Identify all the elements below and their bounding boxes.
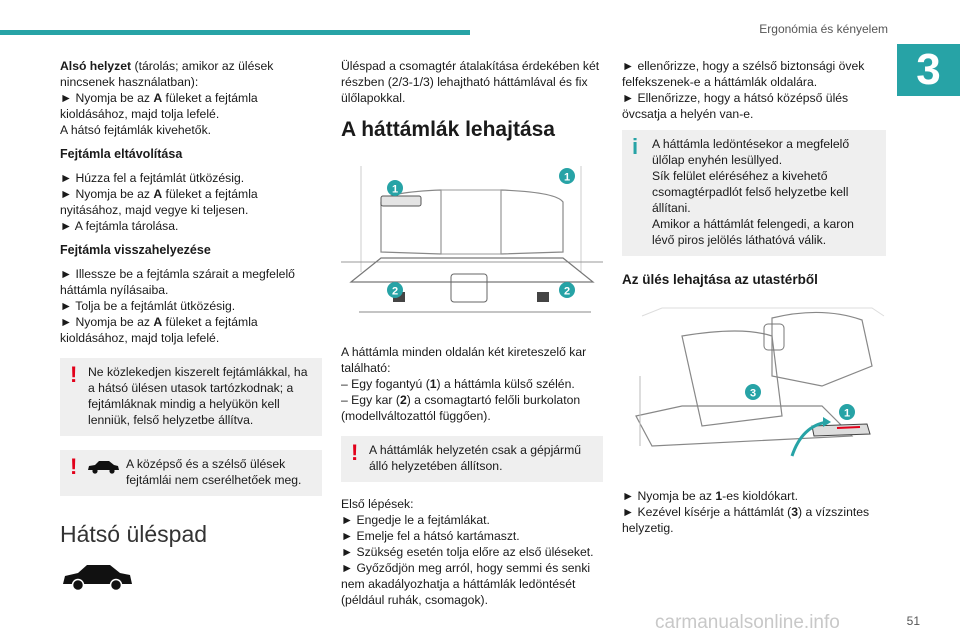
column-2 <box>341 58 603 612</box>
svg-text:3: 3 <box>749 387 757 400</box>
chapter-title: Ergonómia és kényelem <box>759 22 888 36</box>
column-1 <box>60 58 322 596</box>
warning-icon: ! <box>351 440 359 465</box>
illustration-boot-seats <box>341 162 603 330</box>
chapter-number: 3 <box>897 44 960 96</box>
warning-icon: ! <box>70 454 78 479</box>
warning-note-stationary: ! A háttámlák helyzetén csak a gépjármű álló helyzetében állítson. <box>341 436 603 482</box>
steps-refit: ► Illessze be a fejtámla szárait a megfelelő háttámla nyílásaiba. ► Tolja be a fejtámlát ütközésig. ► Nyomja be az A füleket a fejtámla kioldásához, majd tolja lefelé. <box>60 267 295 345</box>
illustration-cabin-seat <box>622 306 886 474</box>
car-silhouette-icon <box>60 560 134 592</box>
watermark: carmanualsonline.info <box>655 612 840 633</box>
levers-description: A háttámla minden oldalán két kireteszelő kar található: – Egy fogantyú (1) a háttámla külső szélén. – Egy kar (2) a csomagtartó felőli burkolaton (modellváltozattól függően). <box>341 345 587 423</box>
first-steps: Első lépések: ► Engedje le a fejtámlákat. ► Emelje fel a hátsó kartámaszt. ► Szükség esetén tolja előre az első üléseket. ► Győződjön meg arról, hogy semmi és senki nem akadályozhatja a háttámlák ledöntését (például ruhák, csomagok). <box>341 497 594 607</box>
header-accent-bar <box>0 30 470 35</box>
checks-list: ► ellenőrizze, hogy a szélső biztonsági övek felfekszenek-e a háttámlák oldalára. ► Ellenőrizze, hogy a hátsó középső ülés övcsatja a helyén van-e. <box>622 59 865 121</box>
warning-note-headrest-swap: ! A középső és a szélső ülések fejtámlái nem cserélhetőek meg. <box>60 450 322 496</box>
warning-note-headrests: ! Ne közlekedjen kiszerelt fejtámlákkal, ha a hátsó ülésen utasok tartózkodnak; a fejtámláknak mindig a helyükön kell lenniük, felső helyzetbe állítva. <box>60 358 322 436</box>
heading-fold-backrests: A háttámlák lehajtása <box>341 118 555 141</box>
heading-refit-headrest: Fejtámla visszahelyezése <box>60 243 211 257</box>
svg-text:1: 1 <box>563 171 571 184</box>
steps-remove: ► Húzza fel a fejtámlát ütközésig. ► Nyomja be az A füleket a fejtámla nyitásához, majd vegye ki teljesen. ► A fejtámla tárolása. <box>60 171 258 233</box>
svg-text:2: 2 <box>391 285 399 298</box>
intro-paragraph: Üléspad a csomagtér átalakítása érdekében két részben (2/3-1/3) lehajtható háttámlával és fix ülőlapokkal. <box>341 59 600 105</box>
warning-icon: ! <box>70 362 78 387</box>
paragraph-lower-position: Alsó helyzet (tárolás; amikor az ülések nincsenek használatban): ► Nyomja be az A füleket a fejtámla kioldásához, majd tolja lefelé. A hátsó fejtámlák kivehetők. <box>60 59 274 137</box>
car-icon <box>86 458 120 474</box>
svg-text:2: 2 <box>563 285 571 298</box>
svg-text:1: 1 <box>843 407 851 420</box>
section-title-rear-bench: Hátsó üléspad <box>60 521 208 547</box>
column-3 <box>622 58 886 540</box>
heading-remove-headrest: Fejtámla eltávolítása <box>60 147 183 161</box>
info-icon: i <box>632 134 639 159</box>
page-number: 51 <box>906 614 920 628</box>
cabin-steps: ► Nyomja be az 1-es kioldókart. ► Kezével kísérje a háttámlát (3) a vízszintes helyzetig. <box>622 489 870 535</box>
svg-text:1: 1 <box>391 183 399 196</box>
heading-fold-from-cabin: Az ülés lehajtása az utastérből <box>622 272 818 287</box>
info-note-folding: i A háttámla ledöntésekor a megfelelő ülőlap enyhén lesüllyed. Sík felület eléréséhez a kivehető csomagtérpadlót felső helyzetbe kell állítani. Amikor a háttámlát felengedi, a karon lévő piros jelölés láthatóvá válik. <box>622 130 886 256</box>
